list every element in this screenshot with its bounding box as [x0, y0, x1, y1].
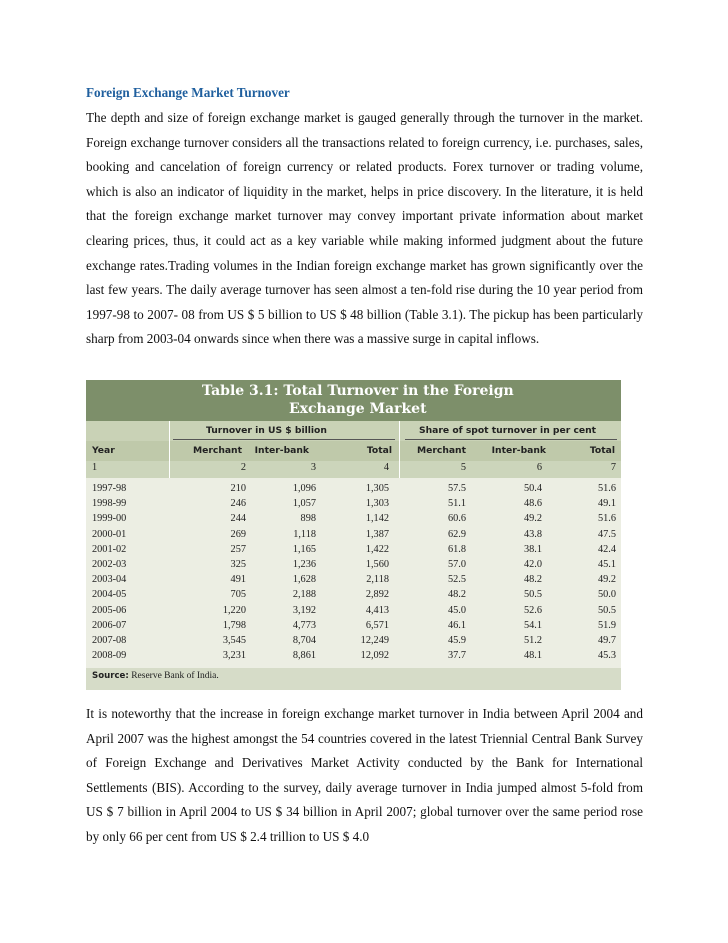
row-value: 45.0	[447, 604, 466, 616]
row-value: 48.1	[523, 650, 542, 662]
row-year: 1997-98	[92, 483, 127, 494]
group-header-turnover: Turnover in US $ billion	[206, 425, 327, 436]
row-value: 8,861	[292, 650, 316, 662]
col-header: Inter-bank	[254, 445, 309, 456]
row-value: 1,798	[222, 619, 246, 631]
row-value: 45.3	[597, 650, 616, 662]
row-value: 52.6	[523, 604, 542, 616]
row-year: 1999-00	[92, 513, 127, 525]
row-value: 244	[230, 513, 246, 525]
col-number: 4	[383, 462, 389, 473]
row-year: 1998-99	[92, 498, 127, 510]
col-header: Total	[589, 445, 615, 456]
row-value: 1,236	[292, 559, 316, 570]
row-value: 49.2	[597, 574, 616, 586]
row-value: 1,387	[365, 528, 389, 540]
turnover-table	[86, 380, 621, 690]
col-number: 7	[610, 462, 616, 473]
col-header: Merchant	[416, 445, 466, 456]
row-value: 45.9	[447, 635, 466, 646]
row-value: 38.1	[523, 543, 542, 555]
row-value: 48.2	[523, 574, 542, 586]
row-value: 705	[230, 589, 246, 601]
row-year: 2008-09	[92, 650, 127, 662]
row-value: 43.8	[523, 528, 542, 540]
row-value: 42.0	[523, 559, 542, 570]
col-number: 5	[460, 462, 466, 473]
paragraph-text: It is noteworthy that the increase in foreign exchange market turnover in India between April 2004 and April 2007 was the highest amongst the 54 countries covered in the latest Triennial Central Bank Survey of Foreign Exchange and Derivatives Market Activity conducted by the Bank for International Settlements (BIS). According to the survey, daily average turnover in India jumped almost 5-fold from US $ 7 billion in April 2004 to US $ 34 billion in April 2007; global turnover over the same period rose by only 66 per cent from US $ 2.4 trillion to US $ 4.0	[86, 706, 643, 844]
row-value: 50.4	[523, 483, 542, 494]
row-year: 2007-08	[92, 635, 127, 646]
row-value: 12,249	[360, 635, 389, 646]
table-title	[86, 380, 621, 421]
col-header: Inter-bank	[491, 445, 546, 456]
row-value: 1,165	[292, 543, 316, 555]
row-value: 1,220	[222, 604, 246, 616]
paragraph-text: The depth and size of foreign exchange market is gauged generally through the turnover in the market. Foreign exchange turnover considers all the transactions related to foreign currency, i.e. purchases, sales, booking and cancelation of foreign currency or related products. Forex turnover or trading volume, which is also an indicator of liquidity in the market, helps in price discovery. In the literature, it is held that the foreign exchange market turnover may convey important private information about market clearing prices, thus, it could act as a key variable while making informed judgment about the future exchange rates.Trading volumes in the Indian foreign exchange market has grown significantly over the last few years. The daily average turnover has seen almost a ten-fold rise during the 10 year period from 1997-98 to 2007- 08 from US $ 5 billion to US $ 48 billion (Table 3.1). The pickup has been particularly sharp from 2003-04 onwards since when there was a massive surge in capital inflows.	[86, 110, 643, 347]
row-value: 246	[230, 498, 246, 510]
row-value: 52.5	[447, 574, 466, 586]
col-number: 6	[536, 462, 542, 473]
col-header: Merchant	[192, 445, 242, 456]
row-value: 1,057	[292, 498, 316, 510]
row-value: 57.0	[447, 559, 466, 570]
row-value: 257	[230, 543, 246, 555]
row-year: 2004-05	[92, 589, 127, 601]
row-value: 1,560	[365, 559, 389, 570]
group-header-share: Share of spot turnover in per cent	[419, 425, 597, 436]
row-value: 46.1	[447, 619, 466, 631]
col-number: 2	[240, 462, 246, 473]
col-header-year: Year	[92, 445, 115, 456]
row-value: 3,545	[222, 635, 246, 646]
row-value: 4,773	[292, 619, 316, 631]
row-value: 50.0	[597, 589, 616, 601]
row-value: 42.4	[597, 543, 616, 555]
row-value: 54.1	[523, 619, 542, 631]
row-year: 2005-06	[92, 604, 127, 616]
table-title-line1: Table 3.1: Total Turnover in the Foreign	[202, 383, 514, 399]
row-year: 2006-07	[92, 619, 127, 631]
row-value: 1,305	[365, 483, 389, 494]
row-year: 2000-01	[92, 528, 127, 540]
row-value: 1,628	[292, 574, 316, 586]
row-value: 48.2	[447, 589, 466, 601]
row-value: 1,118	[293, 528, 316, 540]
row-year: 2002-03	[92, 559, 127, 570]
row-value: 49.7	[597, 635, 616, 646]
row-value: 898	[300, 513, 316, 525]
col-number: 3	[310, 462, 316, 473]
row-value: 61.8	[447, 543, 466, 555]
row-value: 1,422	[365, 543, 389, 555]
col-header: Total	[366, 445, 392, 456]
row-value: 1,142	[365, 513, 389, 525]
row-value: 51.1	[447, 498, 466, 510]
row-value: 1,303	[365, 498, 389, 510]
row-value: 51.6	[597, 513, 616, 525]
table-source: Source: Reserve Bank of India.	[92, 671, 219, 681]
col-number: 1	[92, 462, 98, 473]
row-value: 51.9	[597, 619, 616, 631]
row-value: 2,892	[365, 589, 389, 601]
row-value: 45.1	[597, 559, 616, 570]
row-value: 57.5	[447, 483, 466, 494]
row-value: 37.7	[447, 650, 466, 662]
intro-paragraph	[86, 106, 643, 352]
section-heading: Foreign Exchange Market Turnover	[86, 85, 290, 100]
row-value: 49.1	[597, 498, 616, 510]
row-value: 2,188	[292, 589, 316, 601]
row-value: 47.5	[597, 528, 616, 540]
row-value: 48.6	[523, 498, 542, 510]
row-value: 2,118	[366, 574, 389, 586]
row-year: 2001-02	[92, 543, 127, 555]
row-value: 8,704	[292, 635, 316, 646]
row-value: 12,092	[360, 650, 389, 662]
row-value: 62.9	[447, 528, 466, 540]
row-value: 50.5	[597, 604, 616, 616]
row-value: 51.2	[523, 635, 542, 646]
row-value: 60.6	[447, 513, 466, 525]
followup-paragraph	[86, 702, 643, 850]
row-year: 2003-04	[92, 574, 127, 586]
table-title-line2: Exchange Market	[289, 401, 427, 417]
row-value: 1,096	[292, 483, 316, 494]
row-value: 49.2	[523, 513, 542, 525]
row-value: 51.6	[597, 483, 616, 494]
row-value: 3,192	[292, 604, 316, 616]
row-value: 325	[230, 559, 246, 570]
row-value: 50.5	[523, 589, 542, 601]
row-value: 3,231	[222, 650, 246, 662]
row-value: 6,571	[365, 619, 389, 631]
row-value: 210	[230, 483, 246, 494]
row-value: 269	[230, 528, 246, 540]
row-value: 491	[230, 574, 246, 586]
row-value: 4,413	[365, 604, 389, 616]
